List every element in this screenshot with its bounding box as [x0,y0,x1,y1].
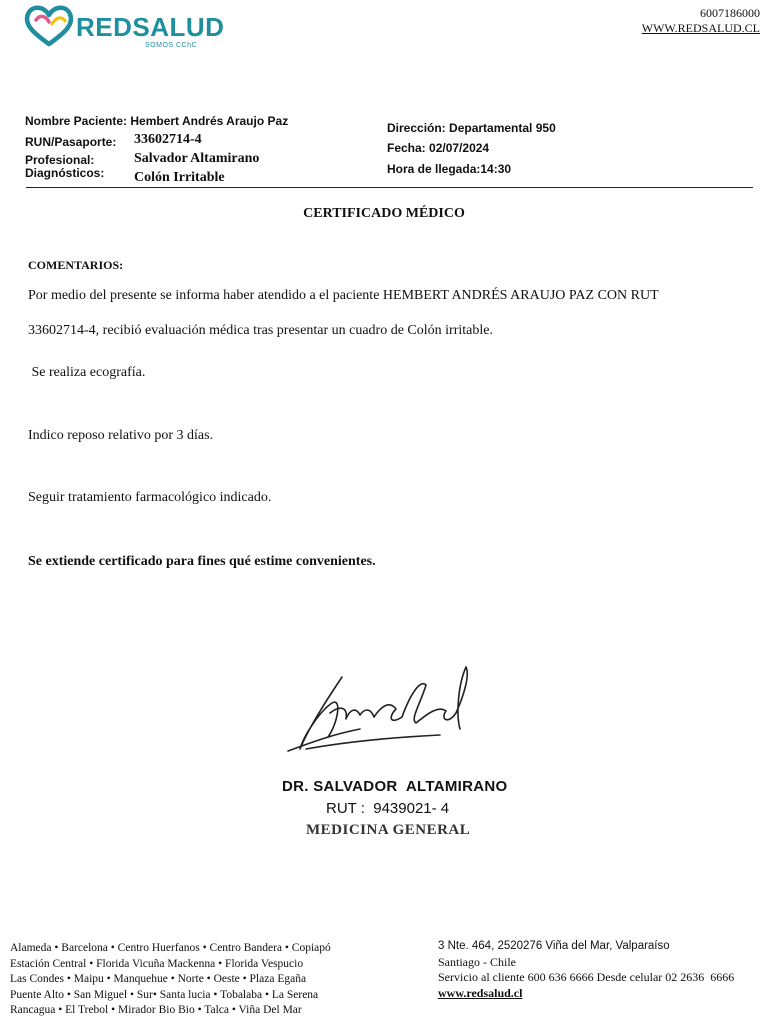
footer-website-link[interactable]: www.redsalud.cl [438,985,523,1000]
footer-city: Santiago - Chile [438,954,516,969]
diagnosis-value: Colón Irritable [134,170,225,185]
branch-line: Rancagua • El Trebol • Mirador Bio Bio • Talca • Viña Del Mar [10,1004,302,1016]
header-phone: 6007186000 [700,6,760,20]
patient-name-label: Nombre Paciente: [25,114,128,128]
date-label: Fecha: [387,141,426,155]
handwritten-signature [270,645,505,770]
patient-name-row [25,114,288,128]
arrival-row [387,162,511,176]
comments-label: COMENTARIOS: [28,258,124,272]
footer-address: 3 Nte. 464, 2520276 Viña del Mar, Valparaíso [438,940,670,952]
arrival-label: Hora de llegada: [387,162,481,176]
address-value: Departamental 950 [449,121,556,135]
professional-label: Profesional: [25,153,95,167]
run-label: RUN/Pasaporte: [25,135,117,149]
branch-line: Puente Alto • San Miguel • Sur• Santa lucia • Tobalaba • La Serena [10,988,319,1001]
run-value: 33602714-4 [134,132,202,147]
closing-statement: Se extiende certificado para fines qué estime convenientes. [28,554,376,569]
footer-contact [438,939,734,1001]
body-line-1: Por medio del presente se informa haber atendido a el paciente HEMBERT ANDRÉS ARAUJO PAZ CON RUT [28,288,659,303]
header-divider [26,187,753,188]
doctor-name: DR. SALVADOR ALTAMIRANO [282,778,508,795]
brand-name: REDSALUD [76,12,225,42]
header-website-link[interactable]: WWW.REDSALUD.CL [641,21,760,35]
doctor-specialty: MEDICINA GENERAL [306,822,471,838]
body-line-5: Seguir tratamiento farmacológico indicado. [28,490,272,505]
branch-line: Estación Central • Florida Vicuña Mackenna • Florida Vespucio [10,957,304,970]
body-line-3: Se realiza ecografía. [28,365,146,380]
patient-name-value: Hembert Andrés Araujo Paz [130,114,289,128]
date-row [387,141,489,155]
professional-value: Salvador Altamirano [134,151,260,166]
date-value: 02/07/2024 [429,141,490,155]
body-line-2: 33602714-4, recibió evaluación médica tras presentar un cuadro de Colón irritable. [28,323,493,338]
certificate-title: CERTIFICADO MÉDICO [303,206,465,221]
body-line-4: Indico reposo relativo por 3 días. [28,428,214,443]
arrival-value: 14:30 [480,162,512,176]
branch-line: Alameda • Barcelona • Centro Huerfanos • Centro Bandera • Copiapó [10,942,331,954]
branch-list [10,941,331,1019]
brand-tagline: SOMOS CChC [145,42,198,49]
header-contact [642,6,760,36]
diagnosis-label: Diagnósticos: [25,166,105,180]
heart-logo-icon [27,8,71,44]
footer-service: Servicio al cliente 600 636 6666 Desde celular 02 2636 6666 [438,970,735,984]
branch-line: Las Condes • Maipu • Manquehue • Norte • Oeste • Plaza Egaña [10,973,307,985]
address-row [387,121,556,135]
address-label: Dirección: [387,121,446,135]
doctor-rut: RUT : 9439021- 4 [326,800,450,817]
